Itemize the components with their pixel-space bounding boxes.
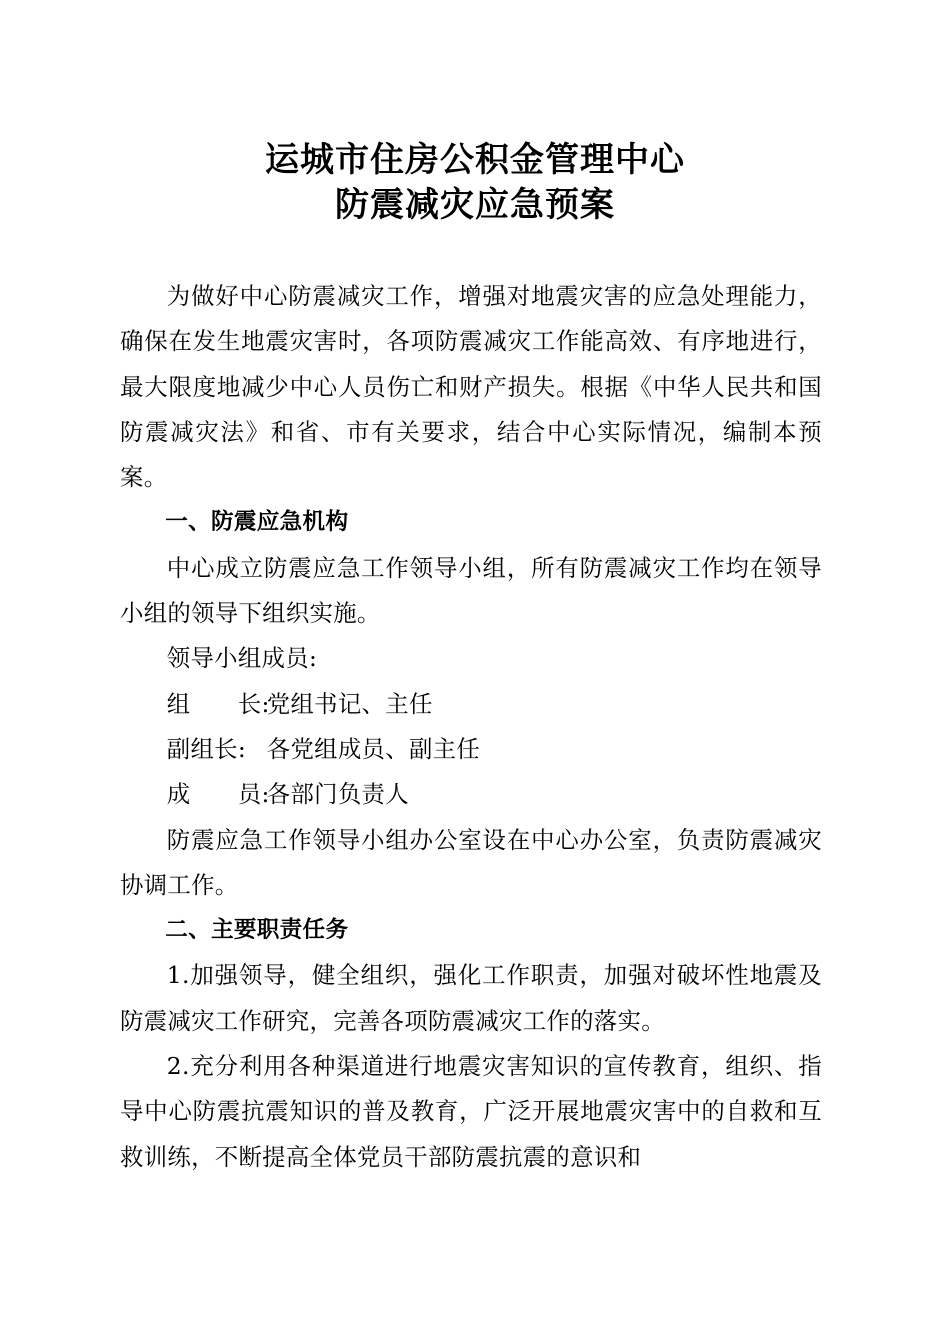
role-label: 成 员: <box>166 780 270 809</box>
role-row-deputy <box>120 727 822 772</box>
role-value: 各党组成员、副主任 <box>266 734 481 763</box>
role-row-leader <box>120 682 822 727</box>
role-label: 副组长: <box>166 734 247 763</box>
document-body <box>120 274 822 1180</box>
intro-paragraph: 为做好中心防震减灾工作，增强对地震灾害的应急处理能力，确保在发生地震灾害时，各项防震减灾工作能高效、有序地进行，最大限度地减少中心人员伤亡和财产损失。根据《中华人民共和国防震减灾法》和省、市有关要求，结合中心实际情况，编制本预案。 <box>120 282 822 492</box>
document-title-line1: 运城市住房公积金管理中心 <box>265 140 685 180</box>
section2-heading: 二、主要职责任务 <box>165 917 349 944</box>
role-value: 党组书记、主任 <box>266 689 433 718</box>
section1-heading: 一、防震应急机构 <box>165 509 349 536</box>
role-value: 各部门负责人 <box>266 780 409 809</box>
duty-item-1: 1.加强领导，健全组织，强化工作职责，加强对破坏性地震及防震减灾工作研究，完善各项防震减灾工作的落实。 <box>120 961 822 1035</box>
duty-item-2: 2.充分利用各种渠道进行地震灾害知识的宣传教育，组织、指导中心防震抗震知识的普及教育，广泛开展地震灾害中的自救和互救训练，不断提高全体党员干部防震抗震的意识和 <box>120 1052 822 1171</box>
document-title-line2: 防震减灾应急预案 <box>335 185 615 225</box>
section1-paragraph: 中心成立防震应急工作领导小组，所有防震减灾工作均在领导小组的领导下组织实施。 <box>120 553 822 628</box>
role-label: 组 长: <box>166 689 270 718</box>
office-paragraph: 防震应急工作领导小组办公室设在中心办公室，负责防震减灾协调工作。 <box>120 825 822 899</box>
role-row-members <box>120 772 822 817</box>
members-label: 领导小组成员: <box>166 644 318 673</box>
